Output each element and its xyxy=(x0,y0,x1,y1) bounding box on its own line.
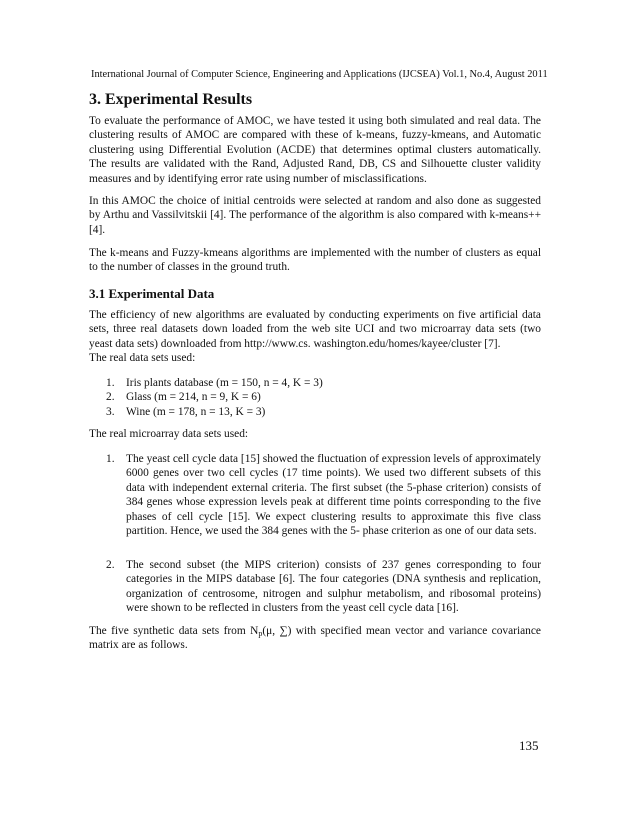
page-number: 135 xyxy=(519,738,539,753)
subscript-p: p xyxy=(258,629,263,638)
list-number: 1. xyxy=(106,453,115,465)
list-item xyxy=(106,390,526,404)
microarray-datasets-intro: The real microarray data sets used: xyxy=(89,428,249,440)
list-number: 3. xyxy=(106,405,115,418)
subsection-paragraph-1: The efficiency of new algorithms are evaluated by conducting experiments on five artificial data sets, three real datasets down loaded from the web site UCI and two microarray data sets (two yeast data sets) downloaded from http://www.cs. washington.edu/homes/kayee/cluster [7]. xyxy=(89,309,541,350)
synthetic-text-start: The five synthetic data sets from N xyxy=(89,625,259,637)
list-number: 1. xyxy=(106,377,115,389)
synthetic-text-end: (μ, ∑) with specified mean vector and variance covariance matrix are as follows. xyxy=(89,625,541,652)
list-item xyxy=(106,405,526,419)
microarray-datasets-list-1 xyxy=(106,452,541,538)
list-number: 2. xyxy=(106,391,115,404)
list-text: Glass (m = 214, n = 9, K = 6) xyxy=(126,391,261,404)
microarray-datasets-list-2 xyxy=(106,558,541,616)
list-item xyxy=(106,558,541,616)
list-text: The second subset (the MIPS criterion) consists of 237 genes corresponding to four categories in the MIPS database [6]. The four categories (DNA synthesis and replication, organization of centrosome, nitrogen and sulphur metabolism, and ribosomal proteins) were shown to be reflected in clusters from the yeast cell cycle data [16]. xyxy=(126,559,541,615)
section-title: 3. Experimental Results xyxy=(89,91,253,108)
list-text: The yeast cell cycle data [15] showed the fluctuation of expression levels of approximately 6000 genes over two cell cycles (17 time points). We used two different subsets of this data with independent external criteria. The first subset (the 5-phase criterion) consists of 384 genes whose expression levels peak at different time points corresponding to the five phases of cell cycle [15]. We expect clustering results to approximate this five class partition. Hence, we used the 384 genes with the 5- phase criterion as one of our data sets. xyxy=(126,453,541,538)
list-text: Wine (m = 178, n = 13, K = 3) xyxy=(126,405,266,418)
list-text: Iris plants database (m = 150, n = 4, K = 3) xyxy=(126,377,323,389)
synthetic-datasets-paragraph xyxy=(89,624,541,653)
list-number: 2. xyxy=(106,559,115,571)
subsection-title: 3.1 Experimental Data xyxy=(89,286,215,301)
real-datasets-list xyxy=(106,376,526,419)
section-paragraph-1: To evaluate the performance of AMOC, we have tested it using both simulated and real data. The clustering results of AMOC are compared with these of k-means, fuzzy-kmeans, and Automatic clustering using Differential Evolution (ACDE) that determines optimal clusters automatically. The results are validated with the Rand, Adjusted Rand, DB, CS and Silhouette cluster validity measures and by identifying error rate using number of misclassifications. xyxy=(89,115,541,185)
section-paragraph-2: In this AMOC the choice of initial centroids were selected at random and also done as suggested by Arthu and Vassilvitskii [4]. The performance of the algorithm is also compared with k-means++ [4]. xyxy=(89,195,541,236)
list-item xyxy=(106,376,526,390)
section-paragraph-3: The k-means and Fuzzy-kmeans algorithms are implemented with the number of clusters as equal to the number of classes in the ground truth. xyxy=(89,247,541,274)
running-header: International Journal of Computer Science, Engineering and Applications (IJCSEA) Vol.1, No.4, August 2011 xyxy=(91,69,548,80)
real-datasets-intro: The real data sets used: xyxy=(89,352,196,364)
list-item xyxy=(106,452,541,538)
